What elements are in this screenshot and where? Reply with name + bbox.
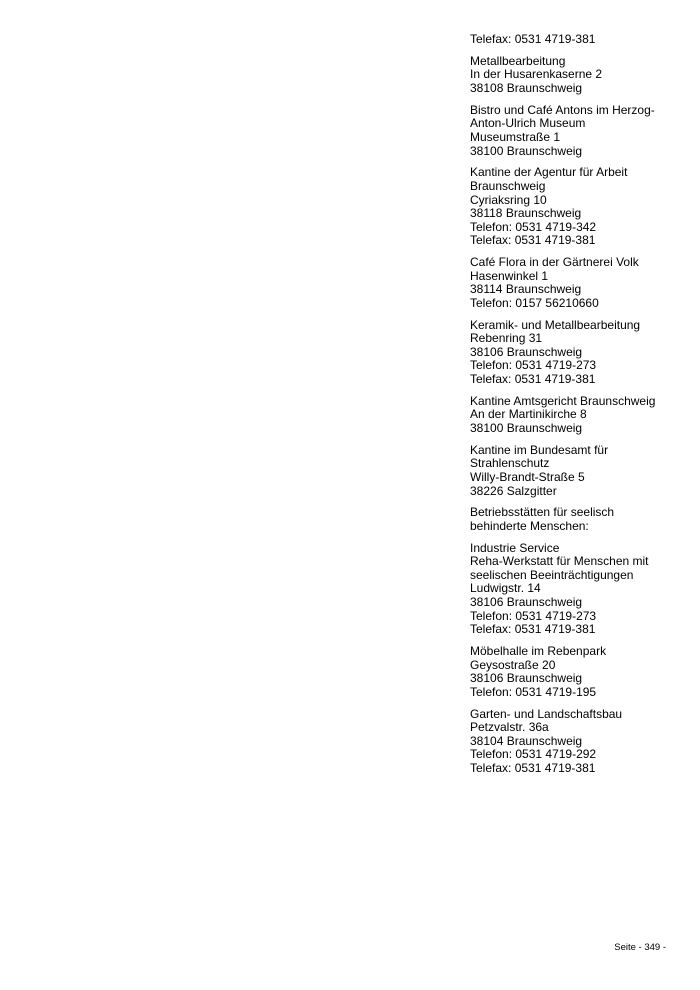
address-block [470,542,685,637]
address-line: seelischen Beeinträchtigungen [470,567,634,582]
address-line: Petzvalstr. 36a [470,720,549,735]
address-block [470,256,685,310]
address-line: Telefon: 0531 4719-195 [470,684,597,699]
address-line: 38104 Braunschweig [470,733,583,748]
address-line: Telefax: 0531 4719-381 [470,760,596,775]
address-line: behinderte Menschen: [470,518,589,533]
address-block [470,33,685,47]
address-line: Anton-Ulrich Museum [470,116,586,131]
address-line: Reha-Werkstatt für Menschen mit [470,554,649,569]
address-line: Café Flora in der Gärtnerei Volk [470,255,639,270]
address-line: 38114 Braunschweig [470,282,582,297]
address-block [470,395,685,436]
address-line: Industrie Service [470,540,560,555]
address-line: Keramik- und Metallbearbeitung [470,317,641,332]
address-line: An der Martinikirche 8 [470,407,587,422]
address-line: 38106 Braunschweig [470,344,583,359]
address-line: Cyriaksring 10 [470,192,547,207]
address-block [470,104,685,158]
address-line: Bistro und Café Antons im Herzog- [470,102,655,117]
address-block [470,319,685,387]
address-line: 38100 Braunschweig [470,420,583,435]
address-line: 38106 Braunschweig [470,595,583,610]
page-number: Seite - 349 - [614,942,666,953]
address-block [470,645,685,699]
address-line: Telefon: 0157 56210660 [470,295,599,310]
address-line: Metallbearbeitung [470,53,566,68]
address-block [470,708,685,776]
address-line: 38106 Braunschweig [470,671,583,686]
address-line: Kantine Amtsgericht Braunschweig [470,393,656,408]
address-line: Ludwigstr. 14 [470,581,541,596]
address-line: Kantine im Bundesamt für [470,442,609,457]
address-line: Braunschweig [470,178,546,193]
address-line: Hasenwinkel 1 [470,268,549,283]
address-line: Telefax: 0531 4719-381 [470,32,596,46]
address-line: Strahlenschutz [470,456,550,471]
address-line: Telefon: 0531 4719-273 [470,608,597,623]
address-block [470,55,685,96]
address-line: Kantine der Agentur für Arbeit [470,165,628,180]
address-line: Telefax: 0531 4719-381 [470,372,596,386]
address-line: In der Husarenkaserne 2 [470,67,603,82]
address-line: Willy-Brandt-Straße 5 [470,469,585,484]
address-block [470,506,685,533]
address-line: 38100 Braunschweig [470,143,583,158]
address-line: Rebenring 31 [470,331,543,346]
address-block [470,166,685,248]
address-line: Geysostraße 20 [470,657,556,672]
address-column [470,33,685,784]
address-line: Telefon: 0531 4719-342 [470,219,597,234]
address-line: 38226 Salzgitter [470,483,557,498]
address-line: Betriebsstätten für seelisch [470,505,615,520]
address-line: Museumstraße 1 [470,129,561,144]
address-line: Telefon: 0531 4719-292 [470,747,597,762]
address-line: Telefax: 0531 4719-381 [470,622,596,637]
address-line: 38108 Braunschweig [470,80,583,95]
address-block [470,444,685,498]
address-line: Garten- und Landschaftsbau [470,706,623,721]
address-line: Möbelhalle im Rebenpark [470,644,607,659]
address-line: 38118 Braunschweig [470,206,582,221]
address-line: Telefax: 0531 4719-381 [470,233,596,248]
address-line: Telefon: 0531 4719-273 [470,358,597,373]
